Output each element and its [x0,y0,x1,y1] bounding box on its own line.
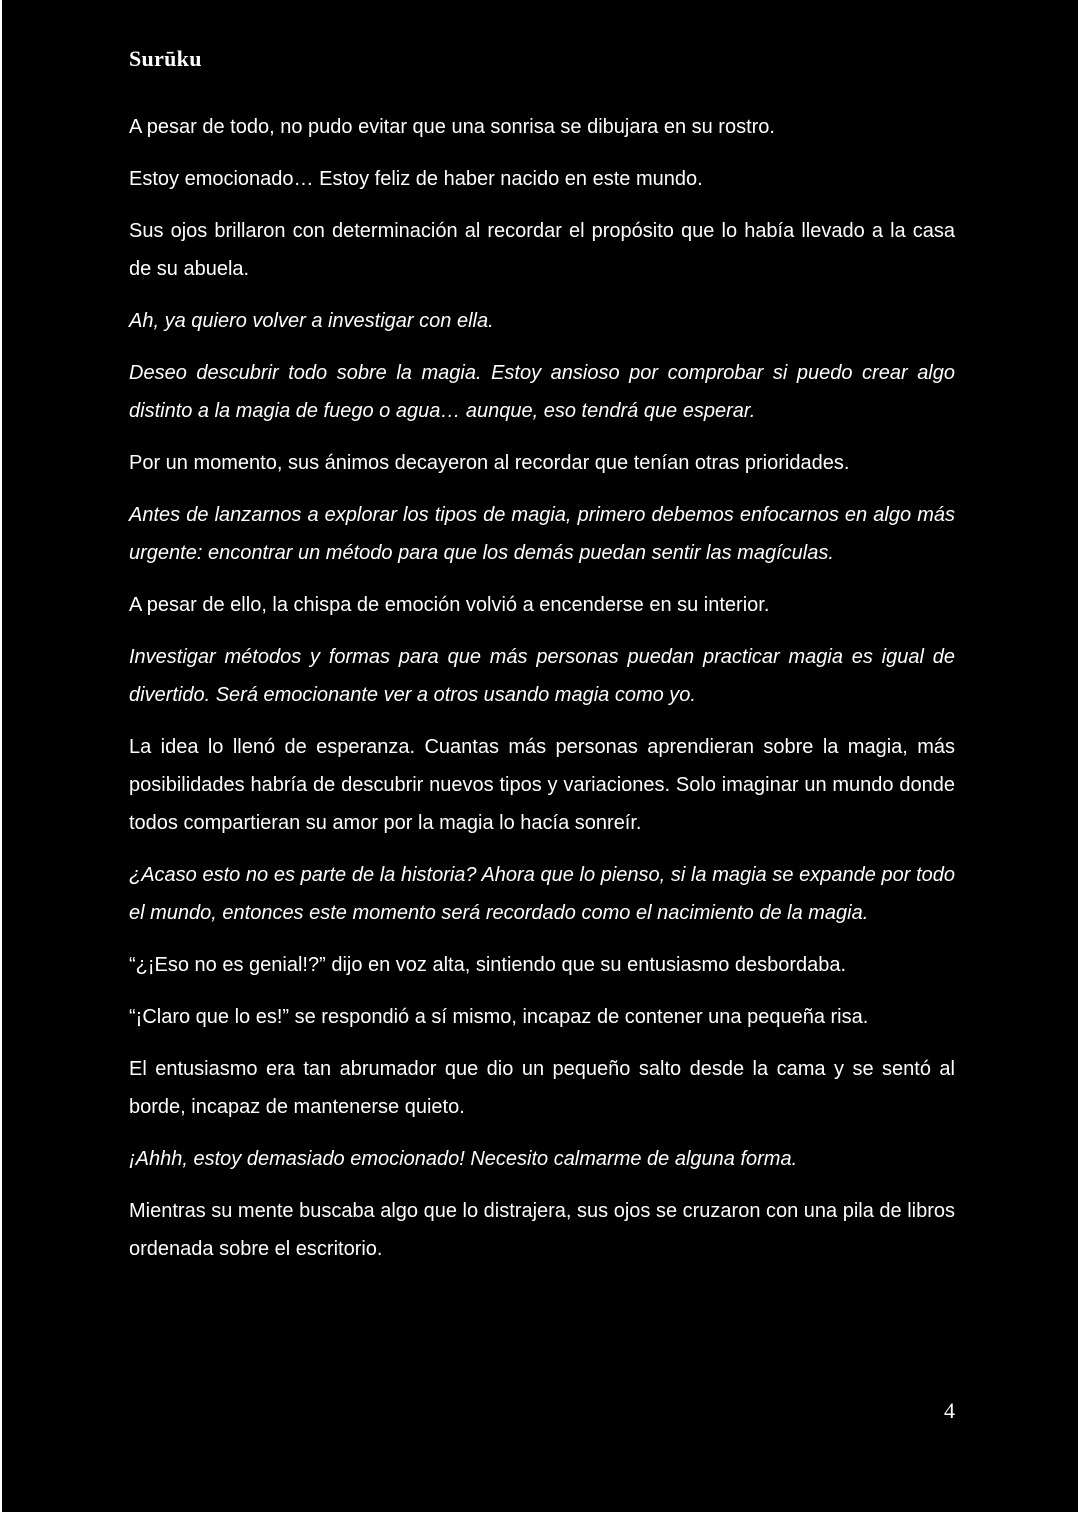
page-number: 4 [944,1398,955,1423]
paragraph-italic: Antes de lanzarnos a explorar los tipos de magia, primero debemos enfocarnos en algo más urgente: encontrar un método para que los demás puedan sentir las magículas. [129,504,955,564]
paragraph: A pesar de ello, la chispa de emoción volvió a encenderse en su interior. [129,594,770,616]
body-text [129,108,955,1282]
paragraph: A pesar de todo, no pudo evitar que una sonrisa se dibujara en su rostro. [129,116,775,138]
paragraph-italic: Deseo descubrir todo sobre la magia. Estoy ansioso por comprobar si puedo crear algo distinto a la magia de fuego o agua… aunque, eso tendrá que esperar. [129,362,955,422]
paragraph: Mientras su mente buscaba algo que lo distrajera, sus ojos se cruzaron con una pila de libros ordenada sobre el escritorio. [129,1200,956,1260]
document-page [2,0,1078,1512]
paragraph: Estoy emocionado… Estoy feliz de haber nacido en este mundo. [129,168,703,190]
paragraph: “¿¡Eso no es genial!?” dijo en voz alta, sintiendo que su entusiasmo desbordaba. [129,954,847,976]
paragraph-italic: Ah, ya quiero volver a investigar con ella. [129,310,494,332]
running-header-title: Surūku [129,46,202,71]
paragraph: “¡Claro que lo es!” se respondió a sí mismo, incapaz de contener una pequeña risa. [129,1006,869,1028]
paragraph-italic: ¡Ahhh, estoy demasiado emocionado! Necesito calmarme de alguna forma. [129,1148,798,1170]
paragraph: Sus ojos brillaron con determinación al recordar el propósito que lo había llevado a la casa de su abuela. [129,220,955,280]
paragraph: El entusiasmo era tan abrumador que dio un pequeño salto desde la cama y se sentó al borde, incapaz de mantenerse quieto. [129,1058,955,1118]
paragraph-italic: ¿Acaso esto no es parte de la historia? Ahora que lo pienso, si la magia se expande por todo el mundo, entonces este momento será recordado como el nacimiento de la magia. [129,864,955,924]
paragraph-italic: Investigar métodos y formas para que más personas puedan practicar magia es igual de divertido. Será emocionante ver a otros usando magia como yo. [129,646,955,706]
paragraph: Por un momento, sus ánimos decayeron al recordar que tenían otras prioridades. [129,452,850,474]
paragraph: La idea lo llenó de esperanza. Cuantas más personas aprendieran sobre la magia, más posibilidades habría de descubrir nuevos tipos y variaciones. Solo imaginar un mundo donde todos compartieran su amor por la magia lo hacía sonreír. [129,736,955,834]
